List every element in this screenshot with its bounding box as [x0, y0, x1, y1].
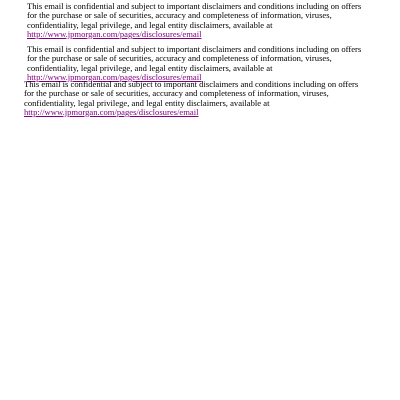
email-disclaimer-2: [27, 45, 367, 82]
email-disclaimer-1: [27, 2, 367, 39]
disclosures-link[interactable]: http://www.jpmorgan.com/pages/disclosures/email: [27, 28, 202, 39]
disclaimer-text: This email is confidential and subject to important disclaimers and conditions including on offers for the purchase or sale of securities, accuracy and completeness of information, viruses, confidentiality, legal privilege, and legal entity disclaimers, available at: [27, 1, 362, 30]
disclosures-link[interactable]: http://www.jpmorgan.com/pages/disclosures/email: [24, 106, 199, 117]
disclaimer-text: This email is confidential and subject to important disclaimers and conditions including on offers for the purchase or sale of securities, accuracy and completeness of information, viruses, confidentiality, legal privilege, and legal entity disclaimers, available at: [27, 44, 362, 73]
disclaimer-text: This email is confidential and subject to important disclaimers and conditions including on offers for the purchase or sale of securities, accuracy and completeness of information, viruses, confidentiality, legal privilege, and legal entity disclaimers, available at: [24, 79, 359, 108]
email-disclaimer-3: [24, 80, 364, 117]
disclosures-link[interactable]: http://www.jpmorgan.com/pages/disclosures/email: [27, 71, 202, 82]
